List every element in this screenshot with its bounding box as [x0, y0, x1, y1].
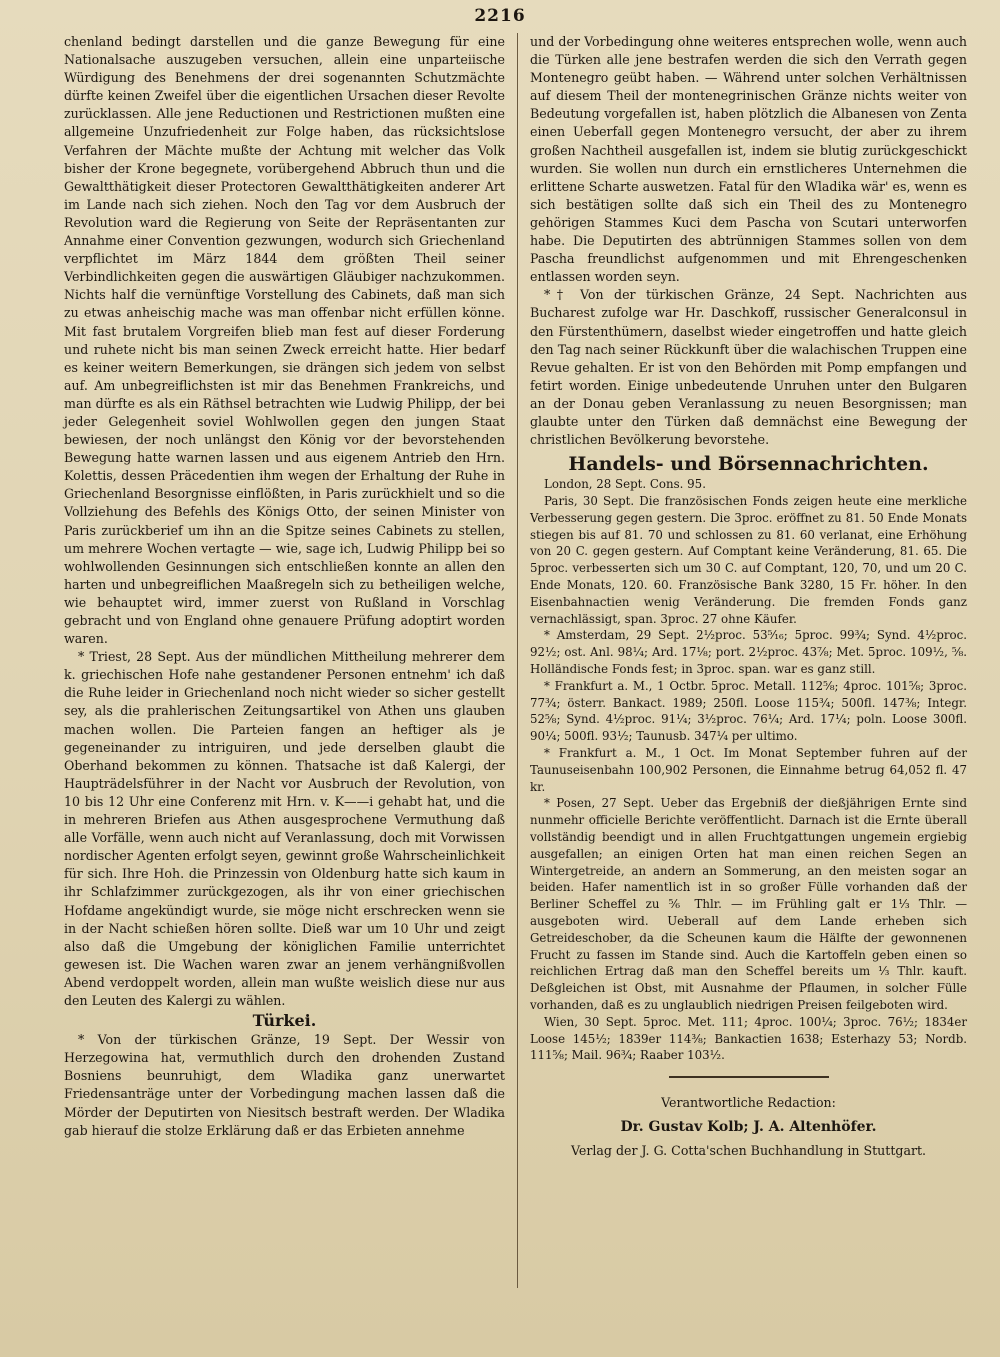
finance-reports: [530, 476, 967, 1064]
section-heading-finance: Handels- und Börsennachrichten.: [568, 453, 929, 476]
page-number: 2216: [474, 6, 526, 26]
section-heading-turkey: Türkei.: [252, 1011, 317, 1031]
finance-report: * Frankfurt a. M., 1 Oct. Im Monat September fuhren auf der Taunuseisenbahn 100,902 Personen, die Einnahme betrug 64,052 fl. 47 kr.: [530, 746, 967, 794]
finance-report: * Amsterdam, 29 Sept. 2½proc. 53⁵⁄₁₆; 5proc. 99¾; Synd. 4½proc. 92½; ost. Anl. 98¼; Ard. 17⅛; port. 2½proc. 43⅞; Met. 5proc. 109½, ⅝. Holländische Fonds fest; in 3proc. span. war es ganz still.: [530, 628, 967, 677]
left-column: [64, 33, 505, 1140]
finance-report: Paris, 30 Sept. Die französischen Fonds zeigen heute eine merkliche Verbesserung gegen gestern. Die 3proc. eröffnet zu 81. 50 Ende Monats stiegen bis auf 81. 70 und schlossen zu 81. 60 verlanat, eine Erhöhung von 20 C. gegen gestern. Auf Comptant keine Veränderung, 81. 65. Die 5proc. verbesserten sich um 30 C. auf Comptant, 120, 70, und um 20 C. Ende Monats, 120. 60. Französische Bank 3280, 15 Fr. höher. In den Eisenbahnactien wenig Veränderung. Die fremden Fonds ganz vernachlässigt, span. 3proc. 27 ohne Käufer.: [530, 494, 967, 626]
finance-report: Wien, 30 Sept. 5proc. Met. 111; 4proc. 100¼; 3proc. 76½; 1834er Loose 145½; 1839er 114⅜; Bankactien 1638; Esterhazy 53; Nordb. 111⅝; Mail. 96¾; Raaber 103½.: [530, 1014, 967, 1063]
article-turkish-border-continued: und der Vorbedingung ohne weiteres entsprechen wolle, wenn auch die Türken alle jene bestrafen werden die sich den Verrath gegen Montenegro geübt haben. — Während unter solchen Verhältnissen auf diesem Theil der montenegrinischen Gränze nichts weiter von Bedeutung vorgefallen ist, haben plötzlich die Albanesen von Zenta einen Ueberfall gegen Montenegro versucht, der aber zu ihrem großen Nachtheil ausgefallen ist, indem sie blutig zurückgeschickt wurden. Sie wollen nun durch ein ernstlicheres Unternehmen die erlittene Scharte auswetzen. Fatal für den Wladika wär' es, wenn es sich bestätigen sollte daß sich ein Theil des zu Montenegro gehörigen Stammes Kuci dem Pascha von Scutari unterworfen habe. Die Deputirten des abtrünnigen Stammes sollen von dem Pascha freundlichst aufgenommen und mit Ehrengeschenken entlassen worden seyn.: [530, 34, 967, 285]
publisher-line: Verlag der J. G. Cotta'schen Buchhandlung in Stuttgart.: [570, 1143, 927, 1159]
finance-report: * Posen, 27 Sept. Ueber das Ergebniß der dießjährigen Ernte sind nunmehr officielle Berichte veröffentlicht. Darnach ist die Ernte überall vollständig beendigt und in allen Fruchtgattungen ungemein ergiebig ausgefallen; an einigen Orten hat man einen reichen Segen an Wintergetreide, an andern an Sommerung, an den meisten sogar an beiden. Hafer namentlich ist in so großer Fülle vorhanden daß der Berliner Scheffel zu ⅚ Thlr. — im Frühling galt er 1⅓ Thlr. — ausgeboten wird. Ueberall auf dem Lande erheben sich Getreideschober, da die Scheunen kaum die Hälfte der gewonnenen Frucht zu fassen im Stande sind. Auch die Kartoffeln geben einen so reichlichen Ertrag daß man den Scheffel bereits um ⅓ Thlr. kauft. Deßgleichen ist Obst, mit Ausnahme der Pflaumen, in solcher Fülle vorhanden, daß es zu unglaublich niedrigen Preisen feilgeboten wird.: [530, 796, 967, 1012]
article-greece-continued: chenland bedingt darstellen und die ganze Bewegung für eine Nationalsache auszugeben versuchen, allein eine unparteiische Würdigung des Benehmens der drei sogenannten Schutzmächte dürfte keinen Zweifel über die eigentlichen Ursachen dieser Revolte zurücklassen. Alle jene Reductionen und Restrictionen mußten eine allgemeine Unzufriedenheit zur Folge haben, das rücksichtslose Verfahren der Mächte mußte der Achtung mit welcher das Volk bisher der Krone begegnete, vorübergehend Abbruch thun und die Gewaltthätigkeit dieser Protectoren Gewaltthätigkeiten anderer Art im Lande nach sich ziehen. Noch den Tag vor dem Ausbruch der Revolution ward die Regierung von Seite der Repräsentanten zur Annahme einer Convention gezwungen, wodurch sich Griechenland verpflichtet im März 1844 dem größten Theil seiner Verbindlichkeiten gegen die auswärtigen Gläubiger nachzukommen. Nichts half die vernünftige Vorstellung des Cabinets, daß man sich zu etwas anheischig mache was man offenbar nicht erfüllen könne. Mit fast brutalem Vorgreifen blieb man fest auf dieser Forderung und ruhete nicht bis man seinen Zweck erreicht hatte. Hier bedarf es keiner weitern Bemerkungen, sie drängen sich jedem von selbst auf. Am unbegreiflichsten ist mir das Benehmen Frankreichs, und man dürfte es als ein Räthsel betrachten wie Ludwig Philipp, der bei jeder Gelegenheit soviel Wohlwollen gegen den jungen Staat bewiesen, der noch unlängst den König vor der bevorstehenden Bewegung hatte warnen lassen und aus eigenem Antrieb den Hrn. Kolettis, dessen Präcedentien ihm wegen der Erhaltung der Ruhe in Griechenland Besorgnisse einflößten, in Paris zurückhielt und so die Vollziehung des Befehls des Königs Otto, der seinen Minister von Paris zurückberief um ihn an die Spitze seines Cabinets zu stellen, um mehrere Wochen vertagte — wie, sage ich, Ludwig Philipp bei so wohlwollenden Gesinnungen sich entschließen konnte an allen den harten und unbegreiflichen Maaßregeln sich zu betheiligen welche, wie behauptet wird, immer zuerst von Rußland in Vorschlag gebracht und von England ohne genauere Prüfung adoptirt worden waren.: [64, 34, 505, 647]
article-turkish-border-24: *† Von der türkischen Gränze, 24 Sept. Nachrichten aus Bucharest zufolge war Hr. Daschkoff, russischer Generalconsul in den Fürstenthümern, daselbst wieder eingetroffen und hatte gleich den Tag nach seiner Rückkunft über die walachischen Truppen eine Revue gehalten. Er ist von den Behörden mit Pomp empfangen und fetirt worden. Einige unbedeutende Unruhen unter den Bulgaren an der Donau geben Veranlassung zu neuen Besorgnissen; man glaubte unter den Türken daß demnächst eine Bewegung der christlichen Bevölkerung bevorstehe.: [530, 287, 967, 448]
column-divider: [517, 33, 518, 1288]
finance-report: * Frankfurt a. M., 1 Octbr. 5proc. Metall. 112⅝; 4proc. 101⅝; 3proc. 77¾; österr. Bankact. 1989; 250fl. Loose 115¾; 500fl. 147⅜; Integr. 52⅝; Synd. 4½proc. 91¼; 3½proc. 76¼; Ard. 17¼; poln. Loose 300fl. 90¼; 500fl. 93½; Taunusb. 347¼ per ultimo.: [530, 678, 967, 744]
article-trieste: * Triest, 28 Sept. Aus der mündlichen Mittheilung mehrerer dem k. griechischen Hofe nahe gestandener Personen entnehm' ich daß die Ruhe leider in Griechenland noch nicht wieder so sicher gestellt sey, als die prahlerischen Zeitungsartikel von Athen uns glauben machen wollen. Die Parteien fangen an heftiger als je gegeneinander zu intriguiren, und jede derselben glaubt die Oberhand bekommen zu können. Thatsache ist daß Kalergi, der Haupträdelsführer in der Nacht vor Ausbruch der Revolution, von 10 bis 12 Uhr eine Conferenz mit Hrn. v. K——i gehabt hat, und die in mehreren Briefen aus Athen ausgesprochene Vermuthung daß alle Vorfälle, wenn auch nicht auf Veranlassung, doch mit Vorwissen nordischer Agenten erfolgt seyen, gewinnt große Wahrscheinlichkeit für sich. Ihre Hoh. die Prinzessin von Oldenburg hatte sich kaum in ihr Schlafzimmer zurückgezogen, als ihr von einer griechischen Hofdame angekündigt wurde, sie möge nicht erschrecken wenn sie in der Nacht schießen hören sollte. Dieß war um 10 Uhr und zeigt also daß die Umgebung der königlichen Familie unterrichtet gewesen ist. Die Wachen waren zwar an jenem verhängnißvollen Abend verdoppelt worden, allein man wußte weislich diese nur aus den Leuten des Kalergi zu wählen.: [64, 649, 505, 1008]
editor-names: Dr. Gustav Kolb; J. A. Altenhöfer.: [620, 1119, 877, 1136]
article-turkish-border-19: * Von der türkischen Gränze, 19 Sept. Der Wessir von Herzegowina hat, vermuthlich durch den drohenden Zustand Bosniens beunruhigt, dem Wladika ganz unerwartet Friedensanträge unter der Vorbedingung machen lassen daß die Mörder der Deputirten von Niesitsch bestraft werden. Der Wladika gab hierauf die stolze Erklärung daß er das Erbieten annehme: [64, 1032, 505, 1138]
right-column: [530, 33, 967, 1160]
finance-report: London, 28 Sept. Cons. 95.: [544, 477, 706, 492]
editorial-imprint: [530, 1094, 967, 1160]
editorial-label: Verantwortliche Redaction:: [661, 1095, 836, 1111]
editorial-divider: [669, 1076, 829, 1078]
